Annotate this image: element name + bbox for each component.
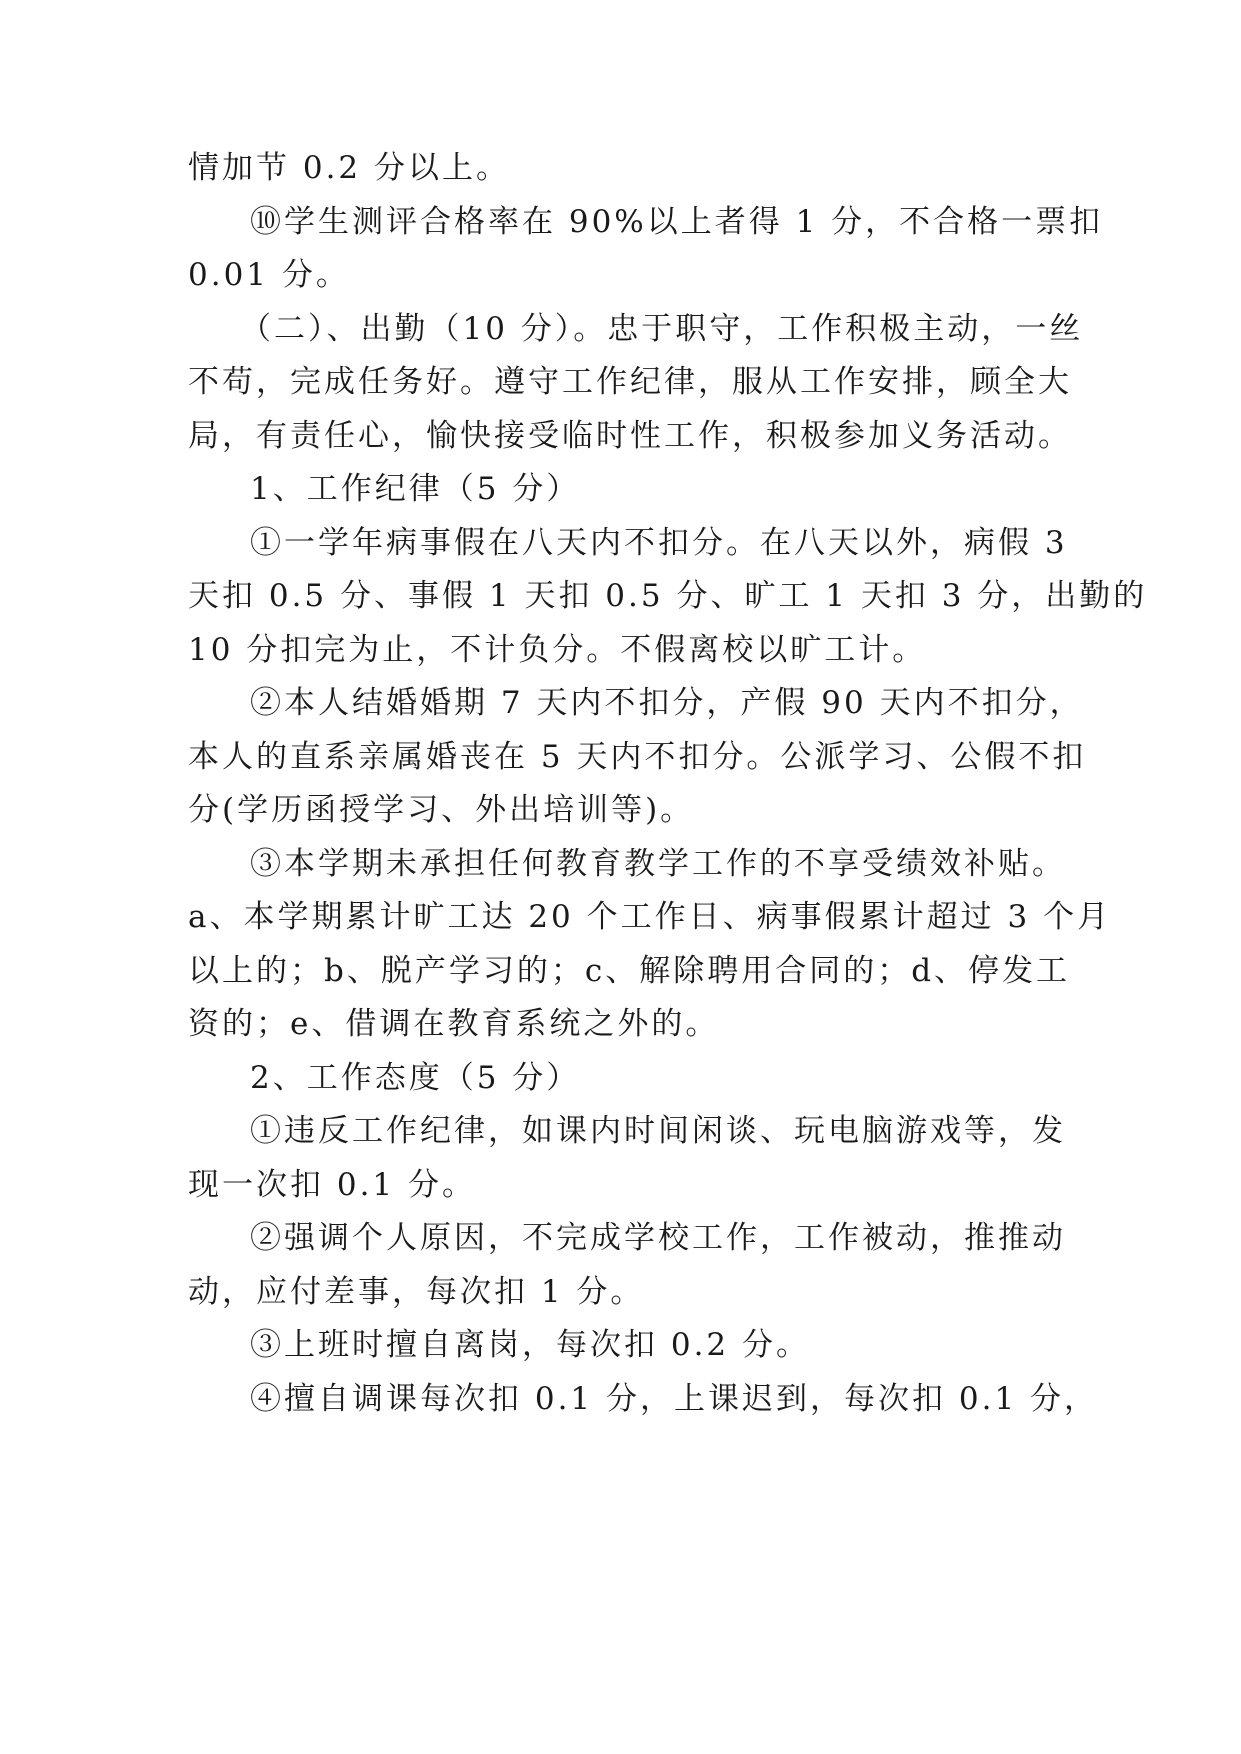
text-line: a、本学期累计旷工达 20 个工作日、病事假累计超过 3 个月 — [188, 899, 1112, 935]
text-line: 不苟，完成任务好。遵守工作纪律，服从工作安排，顾全大 — [188, 364, 1072, 400]
text-line: 现一次扣 0.1 分。 — [188, 1167, 477, 1203]
subsection-heading: 1、工作纪律（5 分） — [250, 471, 581, 507]
text-line: 资的；e、借调在教育系统之外的。 — [188, 1006, 720, 1042]
text-line: 本人的直系亲属婚丧在 5 天内不扣分。公派学习、公假不扣 — [188, 739, 1087, 775]
text-line: ②本人结婚婚期 7 天内不扣分，产假 90 天内不扣分， — [250, 685, 1084, 721]
text-line: ①违反工作纪律，如课内时间闲谈、玩电脑游戏等，发 — [250, 1113, 1066, 1149]
text-line: ③上班时擅自离岗，每次扣 0.2 分。 — [250, 1327, 811, 1363]
text-line: ③本学期未承担任何教育教学工作的不享受绩效补贴。 — [250, 846, 1066, 882]
text-line: ④擅自调课每次扣 0.1 分，上课迟到，每次扣 0.1 分， — [250, 1381, 1099, 1417]
text-line: 局，有责任心，愉快接受临时性工作，积极参加义务活动。 — [188, 418, 1072, 454]
text-line: ①一学年病事假在八天内不扣分。在八天以外，病假 3 — [250, 525, 1068, 561]
section-heading: （二）、出勤（10 分）。忠于职守，工作积极主动，一丝 — [240, 311, 1084, 347]
text-line: ②强调个人原因，不完成学校工作，工作被动，推推动 — [250, 1220, 1066, 1256]
subsection-heading: 2、工作态度（5 分） — [250, 1060, 581, 1096]
text-line: 0.01 分。 — [188, 257, 350, 293]
text-line: ⑩学生测评合格率在 90%以上者得 1 分，不合格一票扣 — [250, 204, 1104, 240]
text-line: 10 分扣完为止，不计负分。不假离校以旷工计。 — [188, 632, 927, 668]
text-line: 动，应付差事，每次扣 1 分。 — [188, 1274, 645, 1310]
text-line: 分(学历函授学习、外出培训等)。 — [188, 792, 695, 828]
text-line: 情加节 0.2 分以上。 — [188, 150, 511, 186]
text-line: 以上的；b、脱产学习的；c、解除聘用合同的；d、停发工 — [188, 953, 1071, 989]
text-line: 天扣 0.5 分、事假 1 天扣 0.5 分、旷工 1 天扣 3 分，出勤的 — [188, 578, 1148, 614]
